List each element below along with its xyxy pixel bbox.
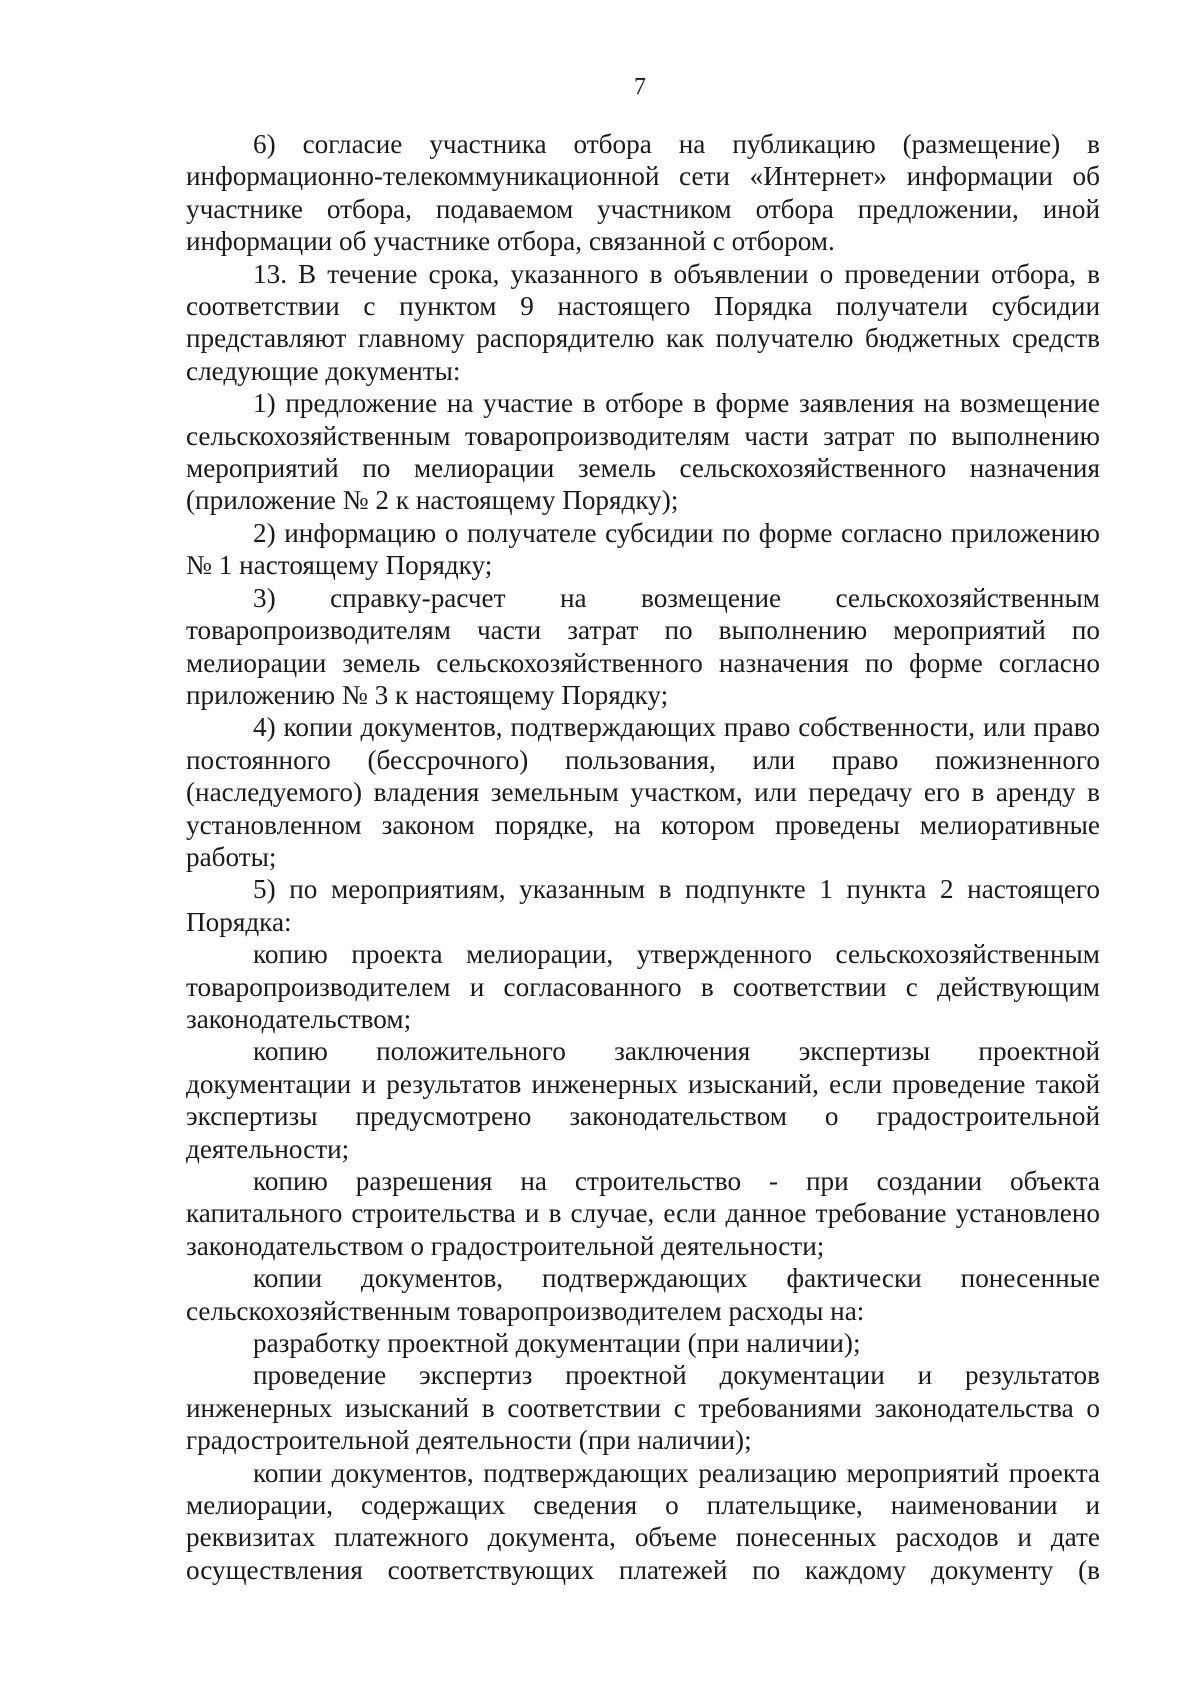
sub-item-permit-copy: копию разрешения на строительство - при создании объекта капитального строительства и в случае, если данное требование установлено законодательством о градостроительной деятельности; (186, 1166, 1100, 1261)
list-item-5-measures: 5) по мероприятиям, указанным в подпункте 1 пункта 2 настоящего Порядка: (186, 874, 1100, 937)
list-item-3-calculation: 3) справку-расчет на возмещение сельскохозяйственным товаропроизводителям части затрат по выполнению мероприятий по мелиорации земель сельскохозяйственного назначения по форме согласно приложению № 3 к настоящему Порядку; (186, 582, 1100, 710)
paragraph-6-consent: 6) согласие участника отбора на публикацию (размещение) в информационно-телекоммуникационной сети «Интернет» информации об участнике отбора, подаваемом участником отбора предложении, иной информации об участнике отбора, связанной с отбором. (186, 129, 1100, 257)
list-item-1-proposal: 1) предложение на участие в отборе в форме заявления на возмещение сельскохозяйственным товаропроизводителям части затрат по выполнению мероприятий по мелиорации земель сельскохозяйственного назначения (приложение № 2 к настоящему Порядку); (186, 388, 1100, 516)
document-body (186, 128, 1100, 1586)
sub-item-implementation-documents: копии документов, подтверждающих реализацию мероприятий проекта мелиорации, содержащих сведения о плательщике, наименовании и реквизитах платежного документа, объеме понесенных расходов и дате осуществления соответствующих платежей по каждому документу (в (186, 1457, 1100, 1585)
list-item-2-information: 2) информацию о получателе субсидии по форме согласно приложению № 1 настоящему Порядку; (186, 517, 1100, 581)
sub-item-expertise-copy: копию положительного заключения экспертизы проектной документации и результатов инженерных изысканий, если проведение такой экспертизы предусмотрено законодательством о градостроительной деятельности; (186, 1036, 1100, 1164)
list-item-4-ownership-copies: 4) копии документов, подтверждающих право собственности, или право постоянного (бессрочного) пользования, или право пожизненного (наследуемого) владения земельным участком, или передачу его в аренду в установленном законом порядке, на котором проведены мелиоративные работы; (186, 712, 1100, 872)
sub-item-expense-documents: копии документов, подтверждающих фактически понесенные сельскохозяйственным товаропроизводителем расходы на: (186, 1263, 1100, 1326)
sub-item-design-development: разработку проектной документации (при наличии); (253, 1328, 861, 1359)
paragraph-13-intro: 13. В течение срока, указанного в объявлении о проведении отбора, в соответствии с пунктом 9 настоящего Порядка получатели субсидии представляют главному распорядителю как получателю бюджетных средств следующие документы: (186, 258, 1100, 386)
page-number: 7 (634, 74, 646, 100)
sub-item-project-copy: копию проекта мелиорации, утвержденного сельскохозяйственным товаропроизводителем и согласованного в соответствии с действующим законодательством; (186, 939, 1100, 1034)
sub-item-expertise-conducting: проведение экспертиз проектной документации и результатов инженерных изысканий в соответствии с требованиями законодательства о градостроительной деятельности (при наличии); (186, 1360, 1100, 1456)
